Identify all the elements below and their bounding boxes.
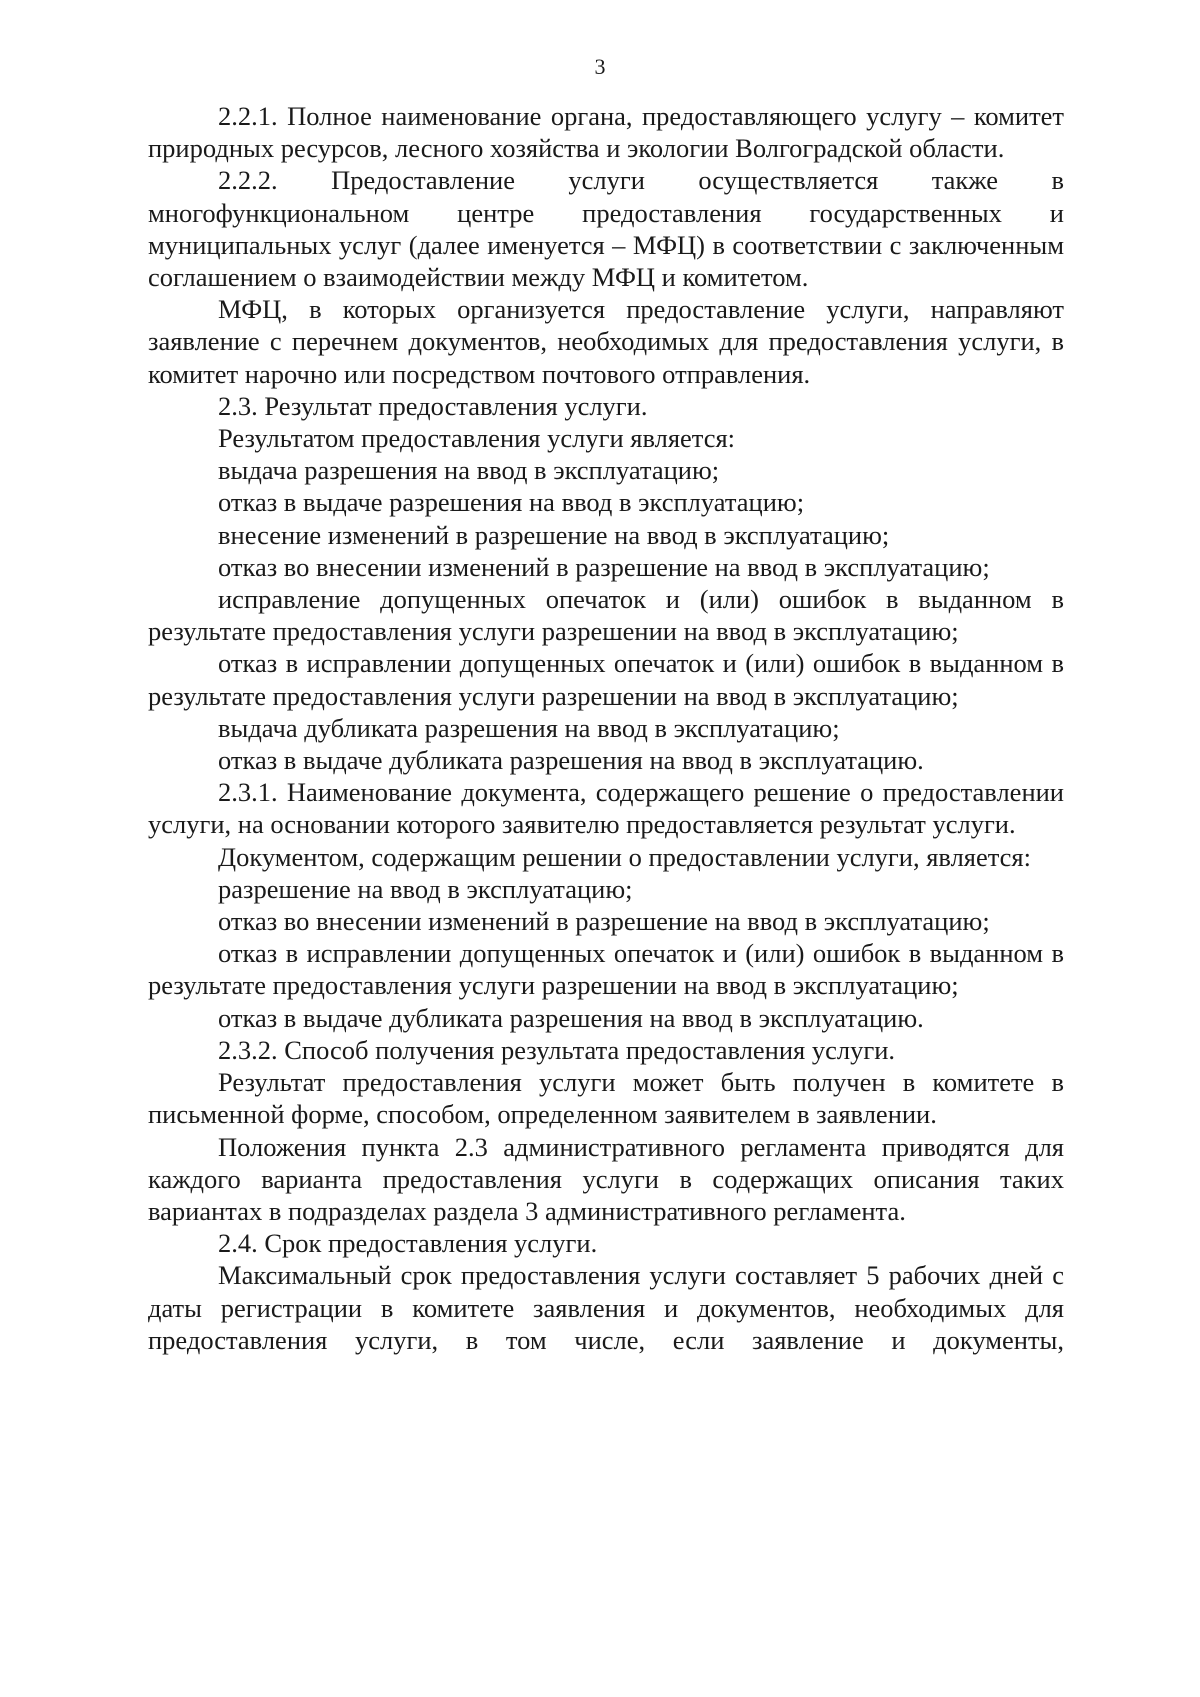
paragraph: отказ во внесении изменений в разрешение на ввод в эксплуатацию; <box>218 906 990 937</box>
paragraph: 2.2.2. Предоставление услуги осуществляется также в многофункциональном центре предоставления государственных и муниципальных услуг (далее именуется – МФЦ) в соответствии с заключенным соглашением о взаимодействии между МФЦ и комитетом. <box>148 165 1064 293</box>
paragraph: 2.3.1. Наименование документа, содержащего решение о предоставлении услуги, на основании которого заявителю предоставляется результат услуги. <box>148 777 1064 840</box>
paragraph: Результат предоставления услуги может быть получен в комитете в письменной форме, способом, определенном заявителем в заявлении. <box>148 1067 1064 1130</box>
document-body <box>148 100 1064 1356</box>
paragraph: отказ в выдаче разрешения на ввод в эксплуатацию; <box>218 487 805 518</box>
paragraph: исправление допущенных опечаток и (или) ошибок в выданном в результате предоставления услуги разрешении на ввод в эксплуатацию; <box>148 584 1064 647</box>
paragraph: Максимальный срок предоставления услуги составляет 5 рабочих дней с даты регистрации в комитете заявления и документов, необходимых для предоставления услуги, в том числе, если заявление и документы, <box>148 1260 1064 1355</box>
paragraph: отказ во внесении изменений в разрешение на ввод в эксплуатацию; <box>218 551 990 582</box>
paragraph: Положения пункта 2.3 административного регламента приводятся для каждого варианта предоставления услуги в содержащих описания таких вариантах в подразделах раздела 3 административного регламента. <box>148 1131 1064 1226</box>
paragraph: выдача разрешения на ввод в эксплуатацию; <box>218 455 720 486</box>
paragraph: 2.2.1. Полное наименование органа, предоставляющего услугу – комитет природных ресурсов, лесного хозяйства и экологии Волгоградской области. <box>148 101 1064 164</box>
paragraph: отказ в выдаче дубликата разрешения на ввод в эксплуатацию. <box>218 745 924 776</box>
paragraph: 2.3.2. Способ получения результата предоставления услуги. <box>218 1034 896 1065</box>
paragraph: 2.4. Срок предоставления услуги. <box>218 1228 598 1259</box>
paragraph: внесение изменений в разрешение на ввод в эксплуатацию; <box>218 519 890 550</box>
paragraph: отказ в исправлении допущенных опечаток и (или) ошибок в выданном в результате предоставления услуги разрешении на ввод в эксплуатацию; <box>148 648 1064 711</box>
page-number: 3 <box>594 54 606 79</box>
paragraph: отказ в исправлении допущенных опечаток и (или) ошибок в выданном в результате предоставления услуги разрешении на ввод в эксплуатацию; <box>148 938 1064 1001</box>
paragraph: Результатом предоставления услуги является: <box>218 423 736 454</box>
paragraph: МФЦ, в которых организуется предоставление услуги, направляют заявление с перечнем документов, необходимых для предоставления услуги, в комитет нарочно или посредством почтового отправления. <box>148 294 1064 389</box>
paragraph: Документом, содержащим решении о предоставлении услуги, является: <box>218 841 1031 872</box>
paragraph: отказ в выдаче дубликата разрешения на ввод в эксплуатацию. <box>218 1002 924 1033</box>
paragraph: разрешение на ввод в эксплуатацию; <box>218 873 633 904</box>
paragraph: 2.3. Результат предоставления услуги. <box>218 390 648 421</box>
paragraph: выдача дубликата разрешения на ввод в эксплуатацию; <box>218 712 840 743</box>
